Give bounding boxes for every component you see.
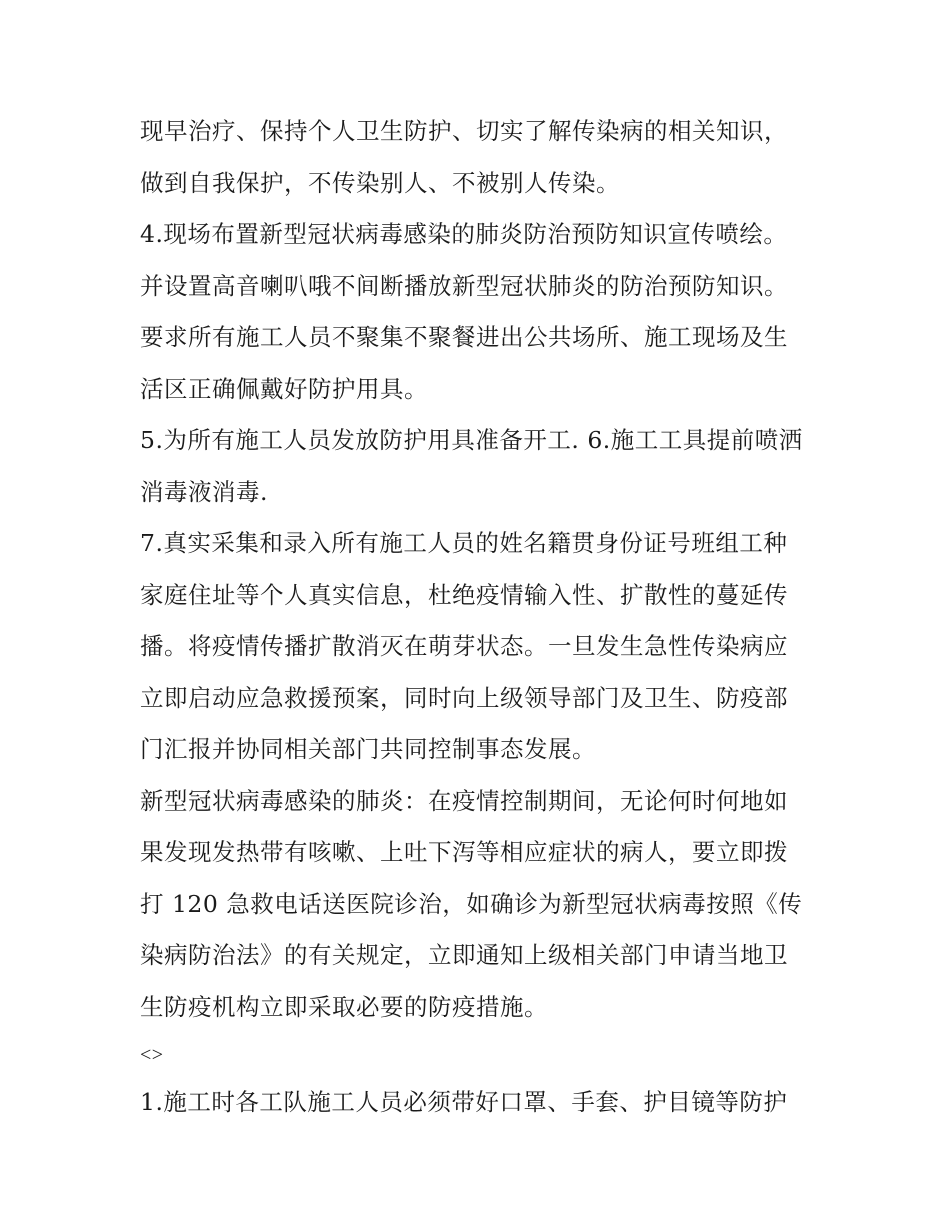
text-line: 要求所有施工人员不聚集不聚餐进出公共场所、施工现场及生 — [140, 323, 788, 351]
text-line: 家庭住址等个人真实信息，杜绝疫情输入性、扩散性的蔓延传 — [140, 580, 788, 609]
document-body — [140, 106, 820, 1129]
text-line: 活区正确佩戴好防护用具。 — [140, 374, 428, 403]
text-line: 现早治疗、保持个人卫生防护、切实了解传染病的相关知识， — [140, 117, 788, 145]
text-line: 门汇报并协同相关部门共同控制事态发展。 — [140, 735, 596, 763]
text-line: 做到自我保护，不传染别人、不被别人传染。 — [140, 168, 620, 197]
text-line: 并设置高音喇叭哦不间断播放新型冠状肺炎的防治预防知识。 — [140, 271, 788, 300]
text-line: 新型冠状病毒感染的肺炎：在疫情控制期间，无论何时何地如 — [140, 786, 788, 815]
text-line: 5.为所有施工人员发放防护用具准备开工. 6.施工工具提前喷洒 — [140, 426, 803, 454]
text-line: 打 120 急救电话送医院诊治，如确诊为新型冠状病毒按照《传 — [140, 889, 803, 918]
placeholder-marker: <> — [140, 1044, 164, 1066]
text-line: 果发现发热带有咳嗽、上吐下泻等相应症状的病人，要立即拨 — [140, 838, 788, 866]
text-line: 播。将疫情传播扩散消灭在萌芽状态。一旦发生急性传染病应 — [140, 632, 788, 660]
text-line: 1.施工时各工队施工人员必须带好口罩、手套、护目镜等防护 — [140, 1088, 788, 1116]
text-line: 生防疫机构立即采取必要的防疫措施。 — [140, 992, 548, 1021]
text-line: 立即启动应急救援预案，同时向上级领导部门及卫生、防疫部 — [140, 683, 788, 712]
text-line: 7.真实采集和录入所有施工人员的姓名籍贯身份证号班组工种 — [140, 529, 788, 557]
text-line: 消毒液消毒. — [140, 477, 268, 506]
text-line: 染病防治法》的有关规定，立即通知上级相关部门申请当地卫 — [140, 941, 788, 969]
text-line: 4.现场布置新型冠状病毒感染的肺炎防治预防知识宣传喷绘。 — [140, 220, 788, 248]
